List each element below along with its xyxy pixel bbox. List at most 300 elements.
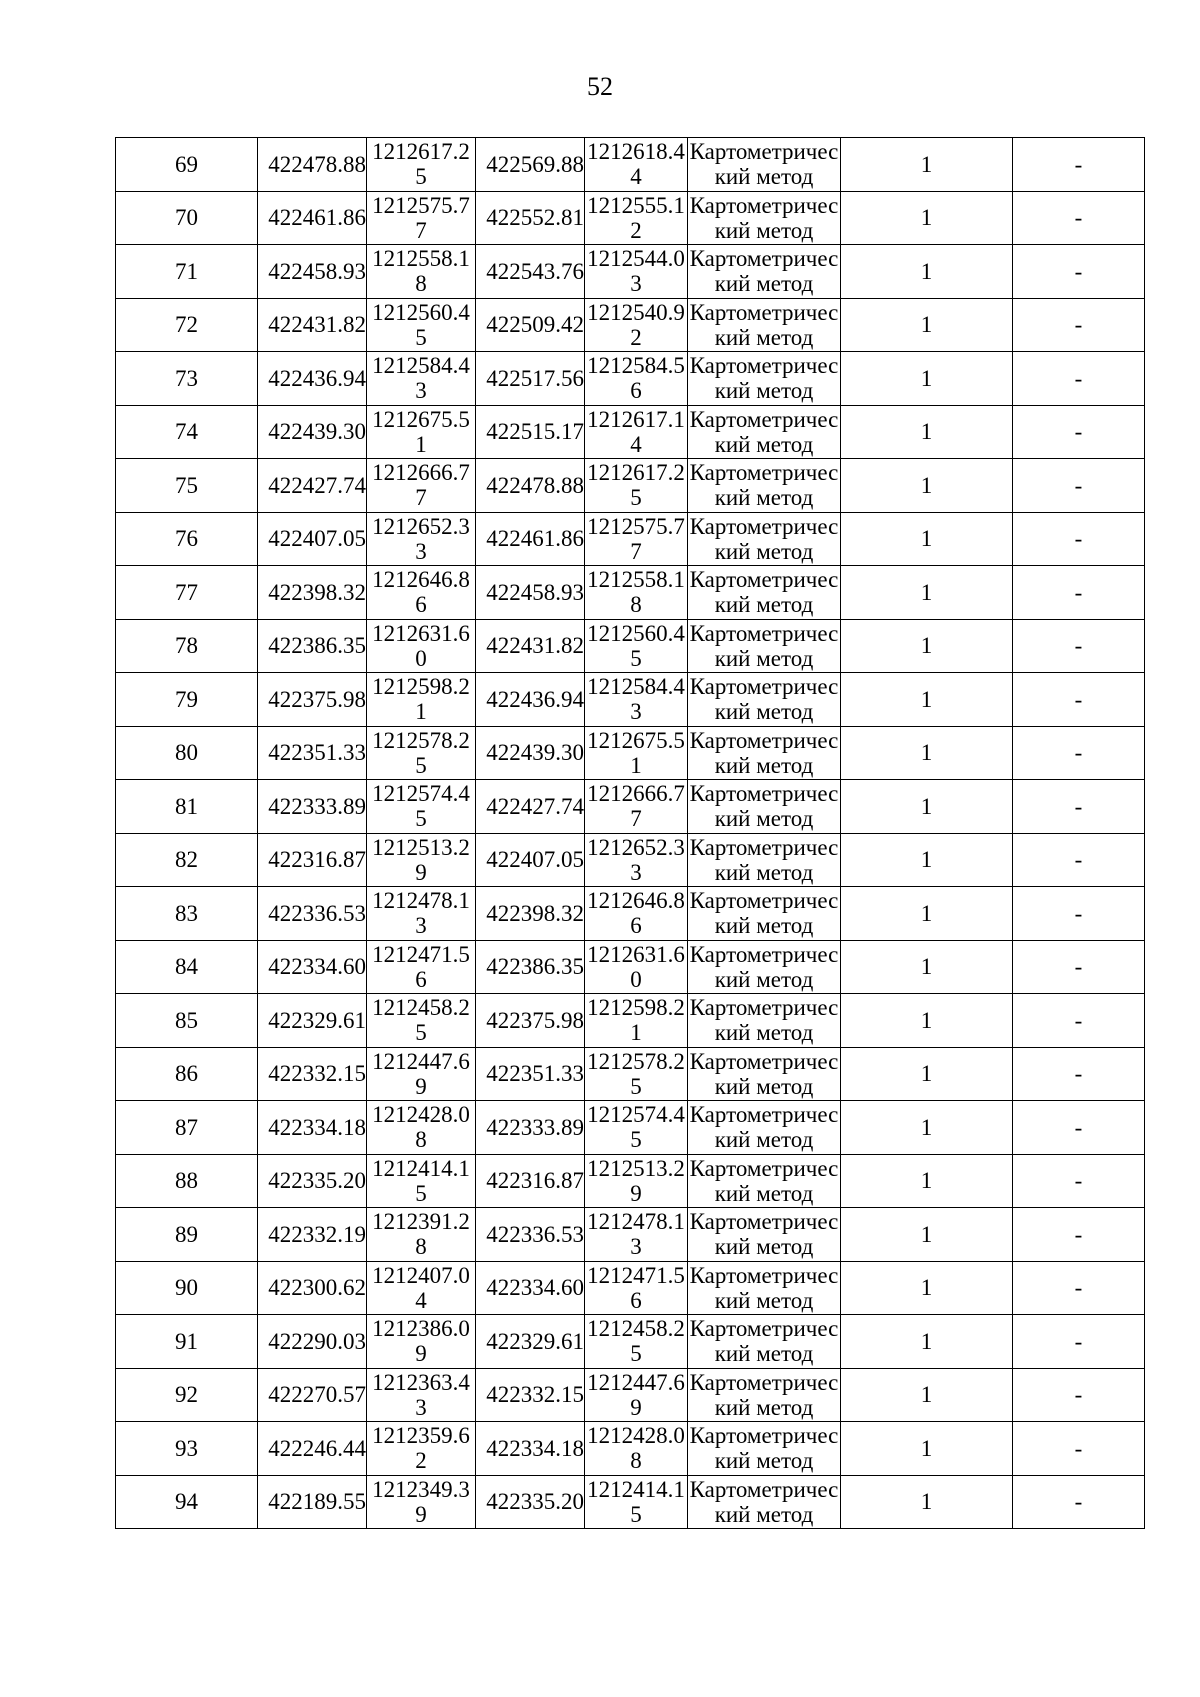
method-cell-text: Картометрический метод bbox=[689, 1369, 839, 1420]
precision-cell: 1 bbox=[841, 994, 1013, 1048]
x-coordinate-cell: 422436.94 bbox=[258, 352, 367, 406]
y-coordinate-cell-text: 1212675.51 bbox=[372, 406, 470, 457]
y2-coordinate-cell bbox=[585, 940, 688, 994]
point-number-cell: 71 bbox=[116, 245, 258, 299]
y-coordinate-cell-text: 1212578.25 bbox=[372, 727, 470, 778]
point-number-cell: 93 bbox=[116, 1422, 258, 1476]
method-cell-text: Картометрический метод bbox=[689, 1476, 839, 1527]
y2-coordinate-cell-text: 1212560.45 bbox=[587, 620, 685, 671]
point-number-cell: 72 bbox=[116, 298, 258, 352]
table-row bbox=[116, 566, 1145, 620]
y-coordinate-cell-text: 1212414.15 bbox=[372, 1155, 470, 1206]
x2-coordinate-cell: 422569.88 bbox=[476, 138, 585, 192]
precision-cell: 1 bbox=[841, 1154, 1013, 1208]
table-row bbox=[116, 1315, 1145, 1369]
table-row bbox=[116, 1261, 1145, 1315]
x-coordinate-cell: 422246.44 bbox=[258, 1422, 367, 1476]
y-coordinate-cell-text: 1212574.45 bbox=[372, 781, 470, 832]
precision-cell: 1 bbox=[841, 887, 1013, 941]
x-coordinate-cell: 422398.32 bbox=[258, 566, 367, 620]
y2-coordinate-cell bbox=[585, 887, 688, 941]
x2-coordinate-cell: 422316.87 bbox=[476, 1154, 585, 1208]
method-cell-text: Картометрический метод bbox=[689, 139, 839, 190]
method-cell-text: Картометрический метод bbox=[689, 888, 839, 939]
table-row bbox=[116, 780, 1145, 834]
note-cell: - bbox=[1013, 673, 1145, 727]
y-coordinate-cell bbox=[367, 1475, 476, 1529]
table-row bbox=[116, 673, 1145, 727]
y-coordinate-cell-text: 1212349.39 bbox=[372, 1476, 470, 1527]
point-number-cell: 79 bbox=[116, 673, 258, 727]
y-coordinate-cell bbox=[367, 887, 476, 941]
x-coordinate-cell: 422458.93 bbox=[258, 245, 367, 299]
x2-coordinate-cell: 422543.76 bbox=[476, 245, 585, 299]
table-row bbox=[116, 887, 1145, 941]
precision-cell: 1 bbox=[841, 191, 1013, 245]
y-coordinate-cell bbox=[367, 1422, 476, 1476]
y2-coordinate-cell-text: 1212598.21 bbox=[587, 995, 685, 1046]
method-cell-text: Картометрический метод bbox=[689, 1155, 839, 1206]
y-coordinate-cell-text: 1212428.08 bbox=[372, 1102, 470, 1153]
x-coordinate-cell: 422316.87 bbox=[258, 833, 367, 887]
point-number-cell: 77 bbox=[116, 566, 258, 620]
method-cell-text: Картометрический метод bbox=[689, 460, 839, 511]
x-coordinate-cell: 422461.86 bbox=[258, 191, 367, 245]
precision-cell: 1 bbox=[841, 1208, 1013, 1262]
note-cell: - bbox=[1013, 619, 1145, 673]
x-coordinate-cell: 422334.18 bbox=[258, 1101, 367, 1155]
y2-coordinate-cell bbox=[585, 1422, 688, 1476]
y2-coordinate-cell bbox=[585, 298, 688, 352]
y2-coordinate-cell-text: 1212458.25 bbox=[587, 1316, 685, 1367]
precision-cell: 1 bbox=[841, 1047, 1013, 1101]
table-row bbox=[116, 298, 1145, 352]
table-row bbox=[116, 1047, 1145, 1101]
table-row bbox=[116, 1208, 1145, 1262]
table-row bbox=[116, 940, 1145, 994]
method-cell-text: Картометрический метод bbox=[689, 674, 839, 725]
precision-cell: 1 bbox=[841, 619, 1013, 673]
y2-coordinate-cell bbox=[585, 405, 688, 459]
point-number-cell: 86 bbox=[116, 1047, 258, 1101]
y-coordinate-cell bbox=[367, 1315, 476, 1369]
x2-coordinate-cell: 422509.42 bbox=[476, 298, 585, 352]
y2-coordinate-cell bbox=[585, 833, 688, 887]
method-cell-text: Картометрический метод bbox=[689, 1209, 839, 1260]
y-coordinate-cell-text: 1212575.77 bbox=[372, 192, 470, 243]
point-number-cell: 89 bbox=[116, 1208, 258, 1262]
y2-coordinate-cell-text: 1212447.69 bbox=[587, 1369, 685, 1420]
point-number-cell: 91 bbox=[116, 1315, 258, 1369]
y2-coordinate-cell-text: 1212428.08 bbox=[587, 1423, 685, 1474]
point-number-cell: 76 bbox=[116, 512, 258, 566]
y-coordinate-cell bbox=[367, 673, 476, 727]
y-coordinate-cell bbox=[367, 1047, 476, 1101]
method-cell-text: Картометрический метод bbox=[689, 1316, 839, 1367]
precision-cell: 1 bbox=[841, 1315, 1013, 1369]
x2-coordinate-cell: 422478.88 bbox=[476, 459, 585, 513]
x2-coordinate-cell: 422439.30 bbox=[476, 726, 585, 780]
precision-cell: 1 bbox=[841, 566, 1013, 620]
y2-coordinate-cell-text: 1212558.18 bbox=[587, 567, 685, 618]
y-coordinate-cell bbox=[367, 298, 476, 352]
x-coordinate-cell: 422334.60 bbox=[258, 940, 367, 994]
point-number-cell: 83 bbox=[116, 887, 258, 941]
y2-coordinate-cell bbox=[585, 1368, 688, 1422]
note-cell: - bbox=[1013, 1315, 1145, 1369]
method-cell-text: Картометрический метод bbox=[689, 941, 839, 992]
y-coordinate-cell bbox=[367, 1208, 476, 1262]
y2-coordinate-cell bbox=[585, 512, 688, 566]
method-cell bbox=[688, 352, 841, 406]
y2-coordinate-cell-text: 1212544.03 bbox=[587, 246, 685, 297]
y-coordinate-cell bbox=[367, 245, 476, 299]
y2-coordinate-cell-text: 1212675.51 bbox=[587, 727, 685, 778]
method-cell-text: Картометрический метод bbox=[689, 1102, 839, 1153]
y-coordinate-cell-text: 1212666.77 bbox=[372, 460, 470, 511]
x2-coordinate-cell: 422398.32 bbox=[476, 887, 585, 941]
y2-coordinate-cell-text: 1212584.56 bbox=[587, 353, 685, 404]
method-cell bbox=[688, 245, 841, 299]
point-number-cell: 78 bbox=[116, 619, 258, 673]
table-row bbox=[116, 1101, 1145, 1155]
y-coordinate-cell bbox=[367, 994, 476, 1048]
x-coordinate-cell: 422329.61 bbox=[258, 994, 367, 1048]
note-cell: - bbox=[1013, 887, 1145, 941]
precision-cell: 1 bbox=[841, 726, 1013, 780]
y-coordinate-cell-text: 1212407.04 bbox=[372, 1262, 470, 1313]
note-cell: - bbox=[1013, 138, 1145, 192]
method-cell-text: Картометрический метод bbox=[689, 620, 839, 671]
note-cell: - bbox=[1013, 1208, 1145, 1262]
note-cell: - bbox=[1013, 352, 1145, 406]
y2-coordinate-cell bbox=[585, 459, 688, 513]
x2-coordinate-cell: 422458.93 bbox=[476, 566, 585, 620]
y-coordinate-cell-text: 1212458.25 bbox=[372, 995, 470, 1046]
table-row bbox=[116, 191, 1145, 245]
x2-coordinate-cell: 422335.20 bbox=[476, 1475, 585, 1529]
note-cell: - bbox=[1013, 1047, 1145, 1101]
y2-coordinate-cell bbox=[585, 1261, 688, 1315]
y-coordinate-cell-text: 1212471.56 bbox=[372, 941, 470, 992]
table-row bbox=[116, 512, 1145, 566]
method-cell bbox=[688, 726, 841, 780]
method-cell bbox=[688, 1368, 841, 1422]
x2-coordinate-cell: 422517.56 bbox=[476, 352, 585, 406]
y-coordinate-cell-text: 1212359.62 bbox=[372, 1423, 470, 1474]
precision-cell: 1 bbox=[841, 833, 1013, 887]
y-coordinate-cell-text: 1212646.86 bbox=[372, 567, 470, 618]
note-cell: - bbox=[1013, 245, 1145, 299]
method-cell-text: Картометрический метод bbox=[689, 567, 839, 618]
method-cell-text: Картометрический метод bbox=[689, 781, 839, 832]
y2-coordinate-cell bbox=[585, 1101, 688, 1155]
point-number-cell: 75 bbox=[116, 459, 258, 513]
y-coordinate-cell bbox=[367, 459, 476, 513]
precision-cell: 1 bbox=[841, 459, 1013, 513]
x2-coordinate-cell: 422386.35 bbox=[476, 940, 585, 994]
y-coordinate-cell-text: 1212617.25 bbox=[372, 139, 470, 190]
method-cell bbox=[688, 566, 841, 620]
method-cell bbox=[688, 619, 841, 673]
y-coordinate-cell bbox=[367, 352, 476, 406]
page-number: 52 bbox=[587, 72, 613, 101]
x-coordinate-cell: 422189.55 bbox=[258, 1475, 367, 1529]
x2-coordinate-cell: 422334.60 bbox=[476, 1261, 585, 1315]
y-coordinate-cell-text: 1212560.45 bbox=[372, 299, 470, 350]
y-coordinate-cell-text: 1212631.60 bbox=[372, 620, 470, 671]
note-cell: - bbox=[1013, 1475, 1145, 1529]
precision-cell: 1 bbox=[841, 1422, 1013, 1476]
x2-coordinate-cell: 422431.82 bbox=[476, 619, 585, 673]
x2-coordinate-cell: 422552.81 bbox=[476, 191, 585, 245]
method-cell-text: Картометрический метод bbox=[689, 1048, 839, 1099]
table-row bbox=[116, 1422, 1145, 1476]
y2-coordinate-cell-text: 1212584.43 bbox=[587, 674, 685, 725]
point-number-cell: 90 bbox=[116, 1261, 258, 1315]
table-row bbox=[116, 1475, 1145, 1529]
coordinates-table-body bbox=[116, 138, 1145, 1529]
y2-coordinate-cell-text: 1212631.60 bbox=[587, 941, 685, 992]
note-cell: - bbox=[1013, 780, 1145, 834]
y2-coordinate-cell-text: 1212540.92 bbox=[587, 299, 685, 350]
y-coordinate-cell bbox=[367, 1261, 476, 1315]
precision-cell: 1 bbox=[841, 352, 1013, 406]
x-coordinate-cell: 422332.15 bbox=[258, 1047, 367, 1101]
x2-coordinate-cell: 422515.17 bbox=[476, 405, 585, 459]
method-cell bbox=[688, 1422, 841, 1476]
x-coordinate-cell: 422290.03 bbox=[258, 1315, 367, 1369]
x2-coordinate-cell: 422329.61 bbox=[476, 1315, 585, 1369]
precision-cell: 1 bbox=[841, 1368, 1013, 1422]
precision-cell: 1 bbox=[841, 1101, 1013, 1155]
y2-coordinate-cell-text: 1212618.44 bbox=[587, 139, 685, 190]
y2-coordinate-cell-text: 1212574.45 bbox=[587, 1102, 685, 1153]
method-cell-text: Картометрический метод bbox=[689, 513, 839, 564]
x-coordinate-cell: 422431.82 bbox=[258, 298, 367, 352]
y-coordinate-cell-text: 1212513.29 bbox=[372, 834, 470, 885]
table-row bbox=[116, 245, 1145, 299]
y2-coordinate-cell bbox=[585, 1047, 688, 1101]
y2-coordinate-cell-text: 1212578.25 bbox=[587, 1048, 685, 1099]
x2-coordinate-cell: 422336.53 bbox=[476, 1208, 585, 1262]
y2-coordinate-cell bbox=[585, 245, 688, 299]
method-cell bbox=[688, 1047, 841, 1101]
precision-cell: 1 bbox=[841, 780, 1013, 834]
y2-coordinate-cell-text: 1212617.14 bbox=[587, 406, 685, 457]
table-row bbox=[116, 352, 1145, 406]
x-coordinate-cell: 422386.35 bbox=[258, 619, 367, 673]
x2-coordinate-cell: 422427.74 bbox=[476, 780, 585, 834]
y2-coordinate-cell bbox=[585, 352, 688, 406]
y-coordinate-cell bbox=[367, 1368, 476, 1422]
method-cell bbox=[688, 405, 841, 459]
y2-coordinate-cell bbox=[585, 566, 688, 620]
point-number-cell: 82 bbox=[116, 833, 258, 887]
method-cell bbox=[688, 191, 841, 245]
y2-coordinate-cell-text: 1212513.29 bbox=[587, 1155, 685, 1206]
y-coordinate-cell-text: 1212558.18 bbox=[372, 246, 470, 297]
y-coordinate-cell-text: 1212584.43 bbox=[372, 353, 470, 404]
y-coordinate-cell bbox=[367, 138, 476, 192]
y2-coordinate-cell-text: 1212478.13 bbox=[587, 1209, 685, 1260]
y2-coordinate-cell bbox=[585, 673, 688, 727]
y-coordinate-cell bbox=[367, 619, 476, 673]
method-cell-text: Картометрический метод bbox=[689, 727, 839, 778]
method-cell-text: Картометрический метод bbox=[689, 299, 839, 350]
x-coordinate-cell: 422478.88 bbox=[258, 138, 367, 192]
method-cell bbox=[688, 1315, 841, 1369]
y-coordinate-cell-text: 1212391.28 bbox=[372, 1209, 470, 1260]
y-coordinate-cell bbox=[367, 780, 476, 834]
method-cell bbox=[688, 138, 841, 192]
y-coordinate-cell bbox=[367, 1101, 476, 1155]
method-cell-text: Картометрический метод bbox=[689, 353, 839, 404]
note-cell: - bbox=[1013, 298, 1145, 352]
method-cell-text: Картометрический метод bbox=[689, 192, 839, 243]
y2-coordinate-cell-text: 1212666.77 bbox=[587, 781, 685, 832]
y2-coordinate-cell bbox=[585, 726, 688, 780]
y-coordinate-cell bbox=[367, 1154, 476, 1208]
precision-cell: 1 bbox=[841, 1261, 1013, 1315]
note-cell: - bbox=[1013, 940, 1145, 994]
precision-cell: 1 bbox=[841, 138, 1013, 192]
y2-coordinate-cell bbox=[585, 191, 688, 245]
method-cell bbox=[688, 459, 841, 513]
precision-cell: 1 bbox=[841, 405, 1013, 459]
precision-cell: 1 bbox=[841, 245, 1013, 299]
y-coordinate-cell bbox=[367, 191, 476, 245]
point-number-cell: 84 bbox=[116, 940, 258, 994]
method-cell-text: Картометрический метод bbox=[689, 995, 839, 1046]
x-coordinate-cell: 422332.19 bbox=[258, 1208, 367, 1262]
y-coordinate-cell-text: 1212447.69 bbox=[372, 1048, 470, 1099]
table-row bbox=[116, 459, 1145, 513]
note-cell: - bbox=[1013, 1422, 1145, 1476]
method-cell-text: Картометрический метод bbox=[689, 1262, 839, 1313]
x2-coordinate-cell: 422333.89 bbox=[476, 1101, 585, 1155]
method-cell bbox=[688, 1154, 841, 1208]
note-cell: - bbox=[1013, 191, 1145, 245]
y-coordinate-cell-text: 1212363.43 bbox=[372, 1369, 470, 1420]
y2-coordinate-cell bbox=[585, 1208, 688, 1262]
note-cell: - bbox=[1013, 459, 1145, 513]
y-coordinate-cell-text: 1212386.09 bbox=[372, 1316, 470, 1367]
point-number-cell: 87 bbox=[116, 1101, 258, 1155]
x2-coordinate-cell: 422334.18 bbox=[476, 1422, 585, 1476]
method-cell bbox=[688, 1261, 841, 1315]
table-row bbox=[116, 994, 1145, 1048]
precision-cell: 1 bbox=[841, 298, 1013, 352]
method-cell bbox=[688, 887, 841, 941]
x2-coordinate-cell: 422351.33 bbox=[476, 1047, 585, 1101]
method-cell bbox=[688, 833, 841, 887]
method-cell-text: Картометрический метод bbox=[689, 246, 839, 297]
method-cell bbox=[688, 298, 841, 352]
method-cell bbox=[688, 673, 841, 727]
y-coordinate-cell-text: 1212598.21 bbox=[372, 674, 470, 725]
y2-coordinate-cell bbox=[585, 1154, 688, 1208]
note-cell: - bbox=[1013, 833, 1145, 887]
precision-cell: 1 bbox=[841, 512, 1013, 566]
precision-cell: 1 bbox=[841, 1475, 1013, 1529]
y2-coordinate-cell bbox=[585, 994, 688, 1048]
note-cell: - bbox=[1013, 994, 1145, 1048]
y-coordinate-cell bbox=[367, 833, 476, 887]
point-number-cell: 81 bbox=[116, 780, 258, 834]
x-coordinate-cell: 422427.74 bbox=[258, 459, 367, 513]
y2-coordinate-cell-text: 1212617.25 bbox=[587, 460, 685, 511]
method-cell bbox=[688, 512, 841, 566]
x-coordinate-cell: 422351.33 bbox=[258, 726, 367, 780]
y2-coordinate-cell bbox=[585, 619, 688, 673]
y-coordinate-cell bbox=[367, 512, 476, 566]
x-coordinate-cell: 422270.57 bbox=[258, 1368, 367, 1422]
x-coordinate-cell: 422333.89 bbox=[258, 780, 367, 834]
point-number-cell: 74 bbox=[116, 405, 258, 459]
x2-coordinate-cell: 422407.05 bbox=[476, 833, 585, 887]
method-cell bbox=[688, 1101, 841, 1155]
table-row bbox=[116, 1368, 1145, 1422]
table-row bbox=[116, 619, 1145, 673]
y2-coordinate-cell bbox=[585, 1315, 688, 1369]
y2-coordinate-cell bbox=[585, 138, 688, 192]
point-number-cell: 80 bbox=[116, 726, 258, 780]
x2-coordinate-cell: 422436.94 bbox=[476, 673, 585, 727]
y-coordinate-cell bbox=[367, 405, 476, 459]
point-number-cell: 85 bbox=[116, 994, 258, 1048]
x-coordinate-cell: 422336.53 bbox=[258, 887, 367, 941]
x-coordinate-cell: 422439.30 bbox=[258, 405, 367, 459]
table-row bbox=[116, 726, 1145, 780]
note-cell: - bbox=[1013, 512, 1145, 566]
x-coordinate-cell: 422407.05 bbox=[258, 512, 367, 566]
method-cell bbox=[688, 940, 841, 994]
y2-coordinate-cell-text: 1212471.56 bbox=[587, 1262, 685, 1313]
method-cell-text: Картометрический метод bbox=[689, 834, 839, 885]
point-number-cell: 94 bbox=[116, 1475, 258, 1529]
y2-coordinate-cell bbox=[585, 1475, 688, 1529]
point-number-cell: 73 bbox=[116, 352, 258, 406]
y2-coordinate-cell-text: 1212414.15 bbox=[587, 1476, 685, 1527]
y-coordinate-cell bbox=[367, 940, 476, 994]
point-number-cell: 70 bbox=[116, 191, 258, 245]
point-number-cell: 88 bbox=[116, 1154, 258, 1208]
method-cell-text: Картометрический метод bbox=[689, 1423, 839, 1474]
note-cell: - bbox=[1013, 726, 1145, 780]
note-cell: - bbox=[1013, 1261, 1145, 1315]
y2-coordinate-cell bbox=[585, 780, 688, 834]
table-row bbox=[116, 138, 1145, 192]
x-coordinate-cell: 422335.20 bbox=[258, 1154, 367, 1208]
coordinates-table bbox=[115, 137, 1145, 1529]
point-number-cell: 69 bbox=[116, 138, 258, 192]
method-cell bbox=[688, 994, 841, 1048]
y2-coordinate-cell-text: 1212555.12 bbox=[587, 192, 685, 243]
precision-cell: 1 bbox=[841, 940, 1013, 994]
table-row bbox=[116, 833, 1145, 887]
method-cell bbox=[688, 780, 841, 834]
x2-coordinate-cell: 422375.98 bbox=[476, 994, 585, 1048]
y-coordinate-cell-text: 1212652.33 bbox=[372, 513, 470, 564]
y2-coordinate-cell-text: 1212652.33 bbox=[587, 834, 685, 885]
x2-coordinate-cell: 422332.15 bbox=[476, 1368, 585, 1422]
precision-cell: 1 bbox=[841, 673, 1013, 727]
y2-coordinate-cell-text: 1212646.86 bbox=[587, 888, 685, 939]
x-coordinate-cell: 422300.62 bbox=[258, 1261, 367, 1315]
note-cell: - bbox=[1013, 1154, 1145, 1208]
note-cell: - bbox=[1013, 1368, 1145, 1422]
